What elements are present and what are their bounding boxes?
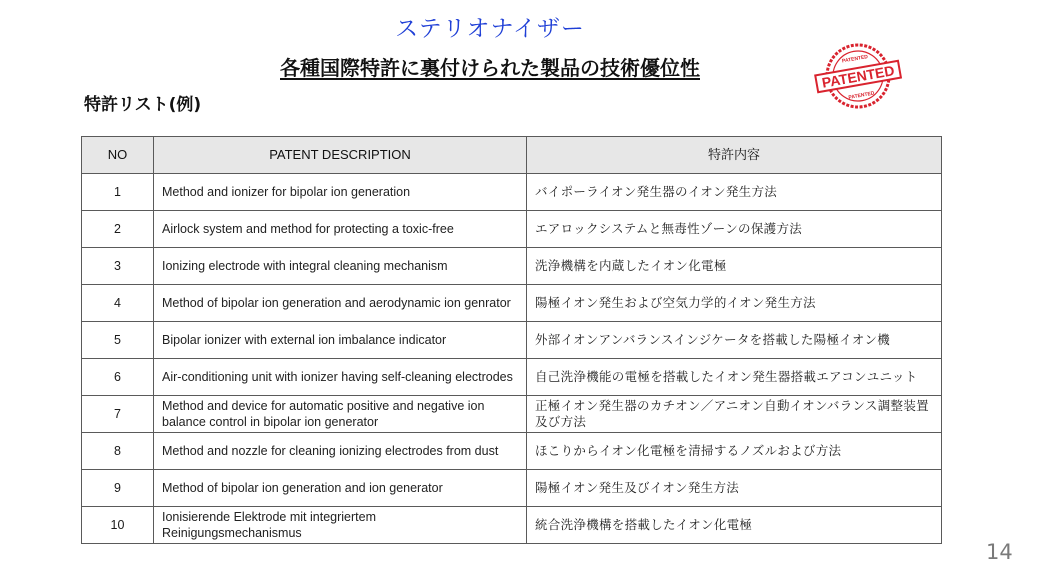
stamp-small-text-top: PATENTED [841,54,869,65]
row-content: 陽極イオン発生および空気力学的イオン発生方法 [527,285,942,322]
row-description: Bipolar ionizer with external ion imbalance indicator [154,322,527,359]
row-content: 自己洗浄機能の電極を搭載したイオン発生器搭載エアコンユニット [527,359,942,396]
row-number: 9 [82,470,154,507]
row-number: 2 [82,211,154,248]
row-number: 4 [82,285,154,322]
row-content: エアロックシステムと無毒性ゾーンの保護方法 [527,211,942,248]
row-description: Air-conditioning unit with ionizer having self-cleaning electrodes [154,359,527,396]
page-number: 14 [986,540,1013,564]
table-row [82,507,942,544]
table-row [82,433,942,470]
column-header-description: PATENT DESCRIPTION [154,137,527,174]
column-header-content: 特許内容 [527,137,942,174]
row-content: 正極イオン発生器のカチオン／アニオン自動イオンバランス調整装置及び方法 [527,396,942,433]
row-number: 5 [82,322,154,359]
table-row [82,248,942,285]
table-row [82,359,942,396]
row-number: 10 [82,507,154,544]
row-number: 8 [82,433,154,470]
table-row [82,285,942,322]
column-header-no: NO [82,137,154,174]
row-content: バイポーライオン発生器のイオン発生方法 [527,174,942,211]
stamp-main-text: PATENTED [820,62,896,91]
table-row [82,211,942,248]
row-description: Method and ionizer for bipolar ion generation [154,174,527,211]
row-content: 陽極イオン発生及びイオン発生方法 [527,470,942,507]
row-content: ほこりからイオン化電極を清掃するノズルおよび方法 [527,433,942,470]
row-content: 洗浄機構を内蔵したイオン化電極 [527,248,942,285]
row-number: 3 [82,248,154,285]
table-row [82,322,942,359]
brand-title: ステリオナイザー [395,16,585,42]
table-header-row [82,137,942,174]
table-row [82,174,942,211]
row-number: 6 [82,359,154,396]
row-description: Airlock system and method for protecting a toxic-free [154,211,527,248]
row-description: Method of bipolar ion generation and aerodynamic ion genrator [154,285,527,322]
table-row [82,396,942,433]
row-description: Ionisierende Elektrode mit integriertem Reinigungsmechanismus [154,507,527,544]
patent-list-heading: 特許リスト(例) [84,95,202,115]
row-description: Method and nozzle for cleaning ionizing electrodes from dust [154,433,527,470]
row-description: Method and device for automatic positive and negative ion balance control in bipolar ion generator [154,396,527,433]
row-description: Method of bipolar ion generation and ion generator [154,470,527,507]
row-number: 1 [82,174,154,211]
table-row [82,470,942,507]
row-number: 7 [82,396,154,433]
patented-stamp-icon [812,40,904,112]
patent-table [81,136,942,544]
row-content: 外部イオンアンバランスインジケータを搭載した陽極イオン機 [527,322,942,359]
stamp-small-text-bottom: PATENTED [848,90,875,101]
row-description: Ionizing electrode with integral cleaning mechanism [154,248,527,285]
row-content: 統合洗浄機構を搭載したイオン化電極 [527,507,942,544]
slide-subtitle: 各種国際特許に裏付けられた製品の技術優位性 [280,56,700,80]
